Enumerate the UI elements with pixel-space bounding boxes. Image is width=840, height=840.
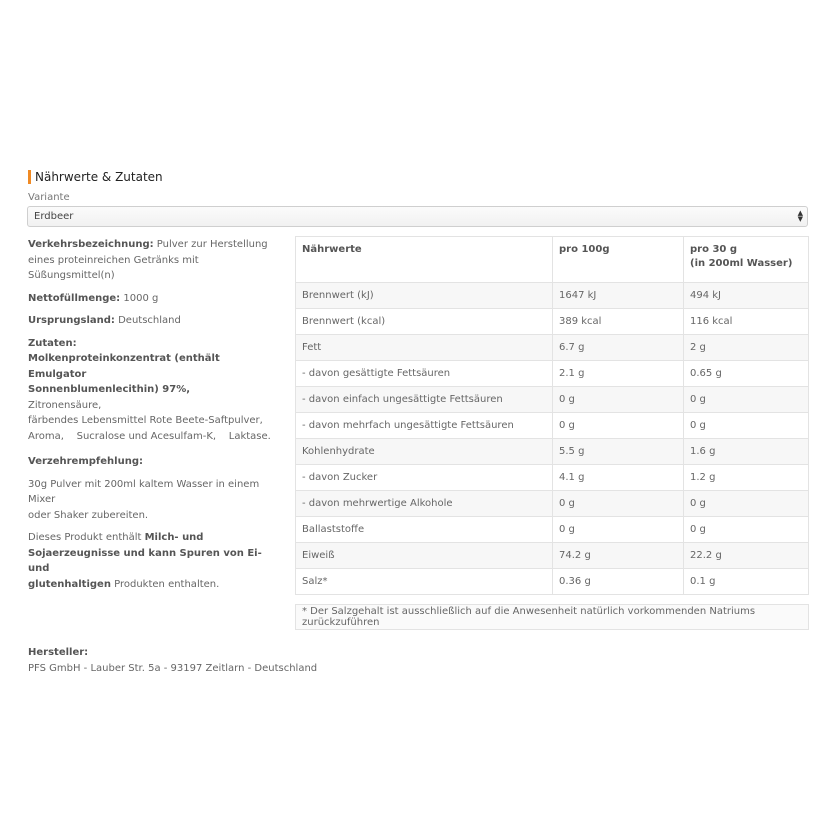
value-per-100g: 74.2 g — [553, 543, 684, 569]
select-arrows-icon: ▲ ▼ — [797, 209, 803, 223]
header-pro-100g: pro 100g — [553, 237, 684, 283]
allergen-bold-1: Milch- und — [144, 532, 204, 543]
table-row — [296, 517, 809, 543]
verkehr-value-2: eines proteinreichen Getränks mit Süßungsmittel(n) — [28, 254, 199, 281]
nutrient-name: - davon gesättigte Fettsäuren — [296, 361, 553, 387]
allergen-bold-3: glutenhaltigen — [28, 578, 111, 590]
value-per-100g: 5.5 g — [553, 439, 684, 465]
header-pro-30g — [684, 237, 809, 283]
netto-line — [28, 291, 278, 307]
verzehr-label: Verzehrempfehlung: — [28, 456, 143, 467]
nutrient-name: Brennwert (kcal) — [296, 309, 553, 335]
manufacturer — [28, 645, 317, 677]
manufacturer-label: Hersteller: — [28, 647, 89, 658]
table-row — [296, 309, 809, 335]
nutrient-name: Ballaststoffe — [296, 517, 553, 543]
verzehr-line-1: 30g Pulver mit 200ml kaltem Wasser in einem Mixer — [28, 478, 260, 505]
netto-label: Nettofüllmenge: — [28, 292, 121, 304]
variant-selected-value: Erdbeer — [34, 211, 74, 222]
verkehr-label: Verkehrsbezeichnung: — [28, 239, 154, 250]
value-per-30g: 0 g — [684, 413, 809, 439]
allergen-bold-2: Sojaerzeugnisse und kann Spuren von Ei- und — [28, 547, 262, 574]
salt-footnote: * Der Salzgehalt ist ausschließlich auf die Anwesenheit natürlich vorkommenden Natriums zurückzuführen — [295, 604, 809, 630]
value-per-30g: 0 g — [684, 387, 809, 413]
header-naehrwerte: Nährwerte — [296, 237, 553, 283]
nutrient-name: - davon einfach ungesättigte Fettsäuren — [296, 387, 553, 413]
value-per-30g: 0 g — [684, 491, 809, 517]
header-pro-30g-sub: (in 200ml Wasser) — [690, 258, 793, 269]
value-per-100g: 0.36 g — [553, 569, 684, 595]
verkehr-line — [28, 237, 278, 253]
table-row — [296, 387, 809, 413]
allergen-line-3 — [28, 577, 278, 593]
table-row — [296, 569, 809, 595]
accent-bar — [28, 170, 31, 184]
manufacturer-value: PFS GmbH - Lauber Str. 5a - 93197 Zeitlarn - Deutschland — [28, 663, 318, 674]
table-row — [296, 361, 809, 387]
nutrient-name: Brennwert (kJ) — [296, 283, 553, 309]
variant-select[interactable] — [27, 206, 808, 227]
nutrient-name: Kohlenhydrate — [296, 439, 553, 465]
verkehr-value: Pulver zur Herstellung — [156, 239, 268, 250]
value-per-30g: 22.2 g — [684, 543, 809, 569]
header-pro-30g-text: pro 30 g — [690, 244, 737, 255]
allergen-line-1 — [28, 530, 278, 546]
value-per-30g: 0 g — [684, 517, 809, 543]
value-per-100g: 0 g — [553, 387, 684, 413]
ursprung-value: Deutschland — [118, 315, 181, 326]
value-per-30g: 0.1 g — [684, 569, 809, 595]
ursprung-label: Ursprungsland: — [28, 315, 115, 326]
nutrient-name: - davon mehrwertige Alkohole — [296, 491, 553, 517]
table-row — [296, 335, 809, 361]
allergen-text-1: Dieses Produkt enthält — [28, 532, 145, 543]
section-title-text: Nährwerte & Zutaten — [35, 170, 163, 184]
table-row — [296, 439, 809, 465]
value-per-100g: 2.1 g — [553, 361, 684, 387]
nutrient-name: Salz* — [296, 569, 553, 595]
value-per-100g: 4.1 g — [553, 465, 684, 491]
table-row — [296, 283, 809, 309]
value-per-30g: 116 kcal — [684, 309, 809, 335]
value-per-100g: 389 kcal — [553, 309, 684, 335]
table-header-row — [296, 237, 809, 283]
zutaten-bold-2: Sonnenblumenlecithin) 97%, — [28, 384, 191, 395]
table-row — [296, 543, 809, 569]
value-per-100g: 0 g — [553, 491, 684, 517]
value-per-30g: 2 g — [684, 335, 809, 361]
value-per-100g: 0 g — [553, 517, 684, 543]
value-per-30g: 0.65 g — [684, 361, 809, 387]
zutaten-line-5: Aroma, Sucralose und Acesulfam-K, Laktase. — [28, 430, 271, 442]
nutrient-name: - davon mehrfach ungesättigte Fettsäuren — [296, 413, 553, 439]
table-row — [296, 413, 809, 439]
table-row — [296, 491, 809, 517]
table-row — [296, 465, 809, 491]
nutrient-name: Fett — [296, 335, 553, 361]
product-info — [28, 237, 278, 592]
nutrition-table — [295, 236, 809, 595]
nutrient-name: - davon Zucker — [296, 465, 553, 491]
ursprung-line — [28, 313, 278, 329]
section-title — [28, 169, 163, 185]
allergen-text-2: Produkten enthalten. — [110, 578, 220, 590]
variant-label: Variante — [28, 192, 70, 203]
verzehr-line-2: oder Shaker zubereiten. — [28, 509, 149, 521]
netto-value: 1000 g — [123, 292, 159, 304]
value-per-30g: 494 kJ — [684, 283, 809, 309]
value-per-30g: 1.2 g — [684, 465, 809, 491]
value-per-100g: 1647 kJ — [553, 283, 684, 309]
zutaten-line-4: färbendes Lebensmittel Rote Beete-Saftpulver, — [28, 415, 263, 426]
nutrient-name: Eiweiß — [296, 543, 553, 569]
zutaten-line-3: Zitronensäure, — [28, 399, 102, 411]
value-per-30g: 1.6 g — [684, 439, 809, 465]
value-per-100g: 0 g — [553, 413, 684, 439]
value-per-100g: 6.7 g — [553, 335, 684, 361]
zutaten-bold-1: Molkenproteinkonzentrat (enthält Emulgator — [28, 353, 220, 380]
zutaten-label: Zutaten: — [28, 337, 77, 349]
